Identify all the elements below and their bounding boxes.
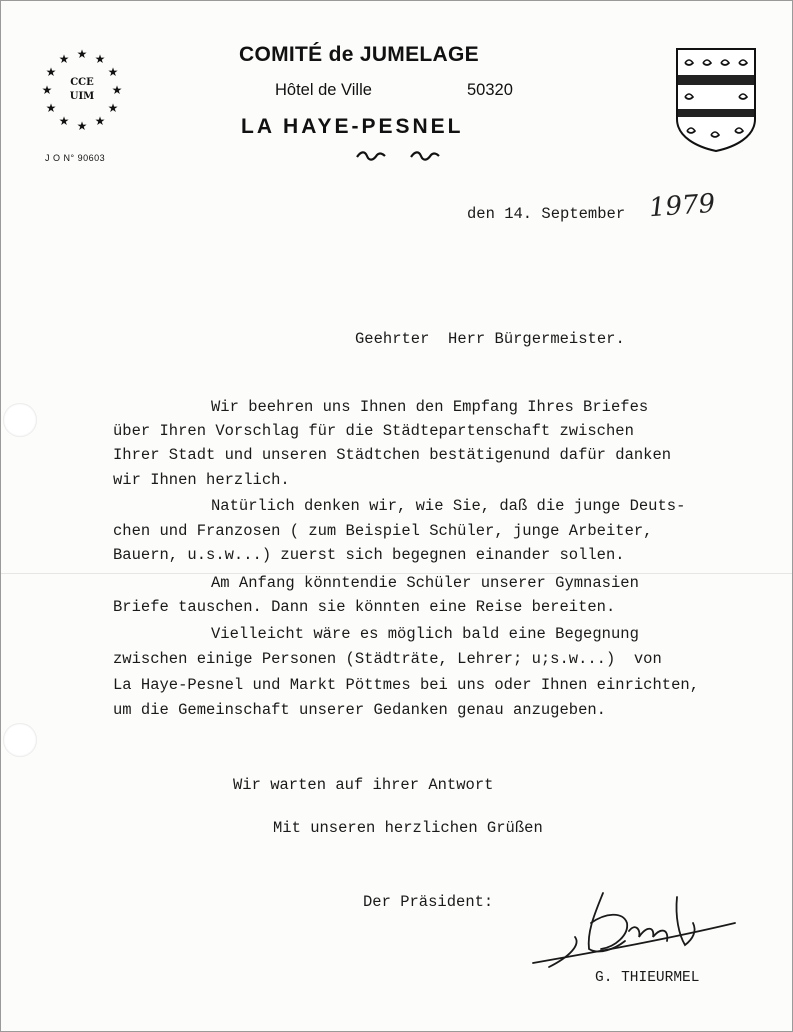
body-line: Natürlich denken wir, wie Sie, daß die junge Deuts- xyxy=(211,497,686,515)
svg-text:★: ★ xyxy=(45,101,57,115)
svg-text:★: ★ xyxy=(94,52,106,66)
body-line: um die Gemeinschaft unserer Gedanken genau anzugeben. xyxy=(113,701,606,719)
svg-text:★: ★ xyxy=(94,114,106,128)
ornament-icon xyxy=(355,149,441,167)
closing-greeting: Mit unseren herzlichen Grüßen xyxy=(273,819,543,837)
letterhead-address: Hôtel de Ville xyxy=(275,81,372,99)
svg-text:★: ★ xyxy=(41,83,53,97)
letterhead-town: LA HAYE-PESNEL xyxy=(241,115,464,138)
emblem-text-uim: UIM xyxy=(69,91,95,102)
body-line: zwischen einige Personen (Städträte, Lehrer; u;s.w...) von xyxy=(113,650,662,668)
svg-text:★: ★ xyxy=(45,65,57,79)
registration-number: J O N° 90603 xyxy=(45,153,106,163)
salutation: Geehrter Herr Bürgermeister. xyxy=(355,330,625,348)
svg-text:★: ★ xyxy=(107,65,119,79)
star-circle-icon xyxy=(37,45,127,135)
body-line: Wir beehren uns Ihnen den Empfang Ihres Briefes xyxy=(211,398,649,416)
svg-text:★: ★ xyxy=(58,52,70,66)
svg-text:★: ★ xyxy=(76,119,88,133)
body-line: Ihrer Stadt und unseren Städtchen bestätigenund dafür danken xyxy=(113,446,672,464)
svg-text:★: ★ xyxy=(58,114,70,128)
emblem-text-cce: CCE xyxy=(70,77,94,88)
body-line: chen und Franzosen ( zum Beispiel Schüler, junge Arbeiter, xyxy=(113,522,653,540)
handwritten-signature-icon xyxy=(529,883,739,978)
body-line: Vielleicht wäre es möglich bald eine Begegnung xyxy=(211,625,639,643)
handwritten-year: 1979 xyxy=(648,188,717,224)
letter-date: den 14. September xyxy=(467,205,626,223)
body-line: Briefe tauschen. Dann sie könnten eine Reise bereiten. xyxy=(113,598,616,616)
body-line: wir Ihnen herzlich. xyxy=(113,471,290,489)
signatory-name: G. THIEURMEL xyxy=(595,970,700,986)
body-line: über Ihren Vorschlag für die Städtepartenschaft zwischen xyxy=(113,422,634,440)
signature-role: Der Präsident: xyxy=(363,893,494,911)
body-line: Bauern, u.s.w...) zuerst sich begegnen einander sollen. xyxy=(113,546,625,564)
punch-hole-bottom xyxy=(3,723,37,757)
emblem-logo xyxy=(37,45,127,135)
punch-hole-top xyxy=(3,403,37,437)
body-line: Am Anfang könntendie Schüler unserer Gymnasien xyxy=(211,574,639,592)
svg-text:★: ★ xyxy=(107,101,119,115)
svg-text:★: ★ xyxy=(76,47,88,61)
letterhead-postcode: 50320 xyxy=(467,81,513,99)
coat-of-arms-icon xyxy=(675,47,757,158)
svg-text:★: ★ xyxy=(111,83,123,97)
body-line: La Haye-Pesnel und Markt Pöttmes bei uns oder Ihnen einrichten, xyxy=(113,676,699,694)
letterhead-title: COMITÉ de JUMELAGE xyxy=(239,43,479,66)
closing-line: Wir warten auf ihrer Antwort xyxy=(233,776,494,794)
